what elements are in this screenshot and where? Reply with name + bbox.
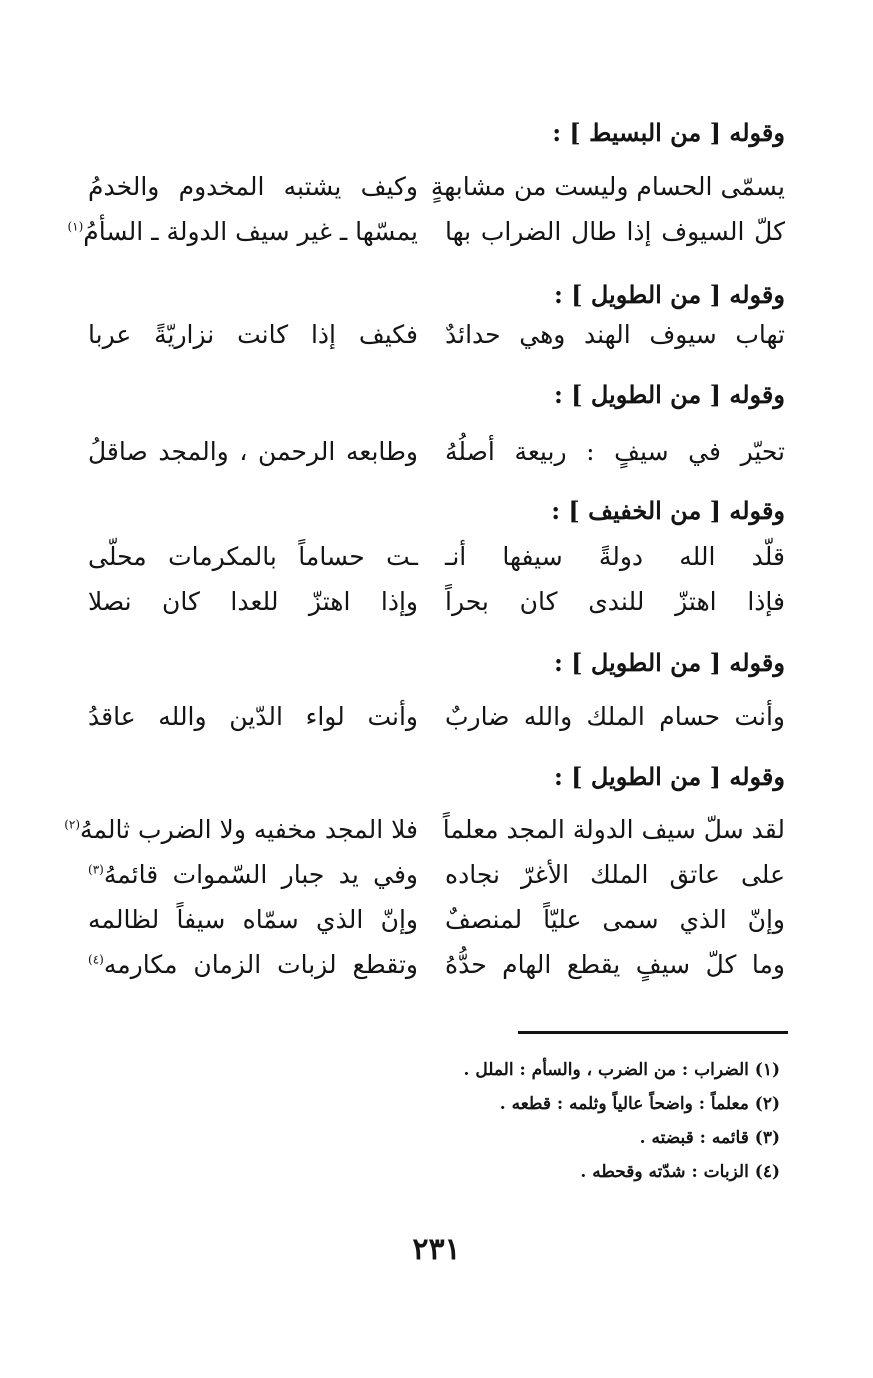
hemistich-text: وفي يد جبار السّموات قائمهُ bbox=[103, 860, 418, 889]
first-hemistich: لقد سلّ سيف الدولة المجد معلماً bbox=[442, 815, 785, 844]
verse-line bbox=[88, 172, 785, 212]
footnote-marker: (٣) bbox=[88, 862, 104, 877]
verse-line bbox=[88, 320, 785, 360]
footnote: (٢) معلماً : واضحاً عالياً وثلمه : قطعه . bbox=[499, 1094, 780, 1114]
verse-line bbox=[88, 702, 785, 742]
footnote: (١) الضراب : من الضرب ، والسأم : الملل . bbox=[463, 1060, 780, 1080]
first-hemistich: كلّ السيوف إذا طال الضراب بها bbox=[445, 217, 785, 246]
poem-intro: وقوله [ من البسيط ] : bbox=[552, 118, 785, 147]
verse-line bbox=[88, 905, 785, 945]
first-hemistich: على عاتق الملك الأغرّ نجاده bbox=[445, 860, 785, 889]
footnote: (٣) قائمه : قبضته . bbox=[639, 1128, 780, 1148]
first-hemistich: وما كلّ سيفٍ يقطع الهام حدُّهُ bbox=[445, 950, 785, 979]
first-hemistich: وإنّ الذي سمى عليّاً لمنصفٌ bbox=[445, 905, 785, 934]
first-hemistich: قلّد الله دولةً سيفها أنـ bbox=[445, 542, 785, 571]
poem-intro: وقوله [ من الخفيف ] : bbox=[551, 496, 785, 525]
verse-line bbox=[88, 587, 785, 627]
second-hemistich bbox=[88, 860, 418, 889]
hemistich-text: يمسّها ـ غير سيف الدولة ـ السأمُ bbox=[83, 217, 418, 246]
verse-line bbox=[88, 860, 785, 900]
second-hemistich bbox=[88, 950, 418, 979]
footnote-marker: (٢) bbox=[64, 817, 81, 832]
poem-intro: وقوله [ من الطويل ] : bbox=[553, 762, 785, 791]
hemistich-text: فلا المجد مخفيه ولا الضرب ثالمهُ bbox=[80, 815, 418, 844]
second-hemistich bbox=[67, 217, 418, 246]
hemistich-text: وتقطع لزبات الزمان مكارمه bbox=[103, 950, 418, 979]
second-hemistich: وكيف يشتبه المخدوم والخدمُ bbox=[88, 172, 418, 201]
second-hemistich: وطابعه الرحمن ، والمجد صاقلُ bbox=[88, 437, 418, 466]
poem-intro: وقوله [ من الطويل ] : bbox=[553, 648, 785, 677]
footnote: (٤) الزبات : شدّته وقحطه . bbox=[580, 1162, 780, 1182]
footnote-marker: (٤) bbox=[88, 952, 104, 967]
verse-line bbox=[88, 950, 785, 990]
page-number: ٢٣١ bbox=[412, 1232, 461, 1267]
poem-intro: وقوله [ من الطويل ] : bbox=[553, 380, 785, 409]
verse-line bbox=[64, 815, 785, 855]
poem-intro: وقوله [ من الطويل ] : bbox=[553, 280, 785, 309]
second-hemistich bbox=[64, 815, 418, 844]
verse-line bbox=[88, 437, 785, 477]
first-hemistich: وأنت حسام الملك والله ضاربٌ bbox=[445, 702, 785, 731]
second-hemistich: وإنّ الذي سمّاه سيفاً لظالمه bbox=[88, 905, 418, 934]
verse-line bbox=[67, 217, 785, 257]
second-hemistich: وأنت لواء الدّين والله عاقدُ bbox=[88, 702, 418, 731]
first-hemistich: تحيّر في سيفٍ : ربيعة أصلُهُ bbox=[445, 437, 785, 466]
first-hemistich: يسمّى الحسام وليست من مشابهةٍ bbox=[430, 172, 785, 201]
footnote-marker: (١) bbox=[67, 219, 84, 234]
footnote-separator bbox=[518, 1031, 788, 1034]
verse-line bbox=[88, 542, 785, 582]
second-hemistich: ـت حساماً بالمكرمات محلّى bbox=[88, 542, 418, 571]
second-hemistich: وإذا اهتزّ للعدا كان نصلا bbox=[88, 587, 418, 616]
first-hemistich: فإذا اهتزّ للندى كان بحراً bbox=[445, 587, 785, 616]
second-hemistich: فكيف إذا كانت نزاريّةً عربا bbox=[88, 320, 418, 349]
first-hemistich: تهاب سيوف الهند وهي حدائدٌ bbox=[445, 320, 785, 349]
